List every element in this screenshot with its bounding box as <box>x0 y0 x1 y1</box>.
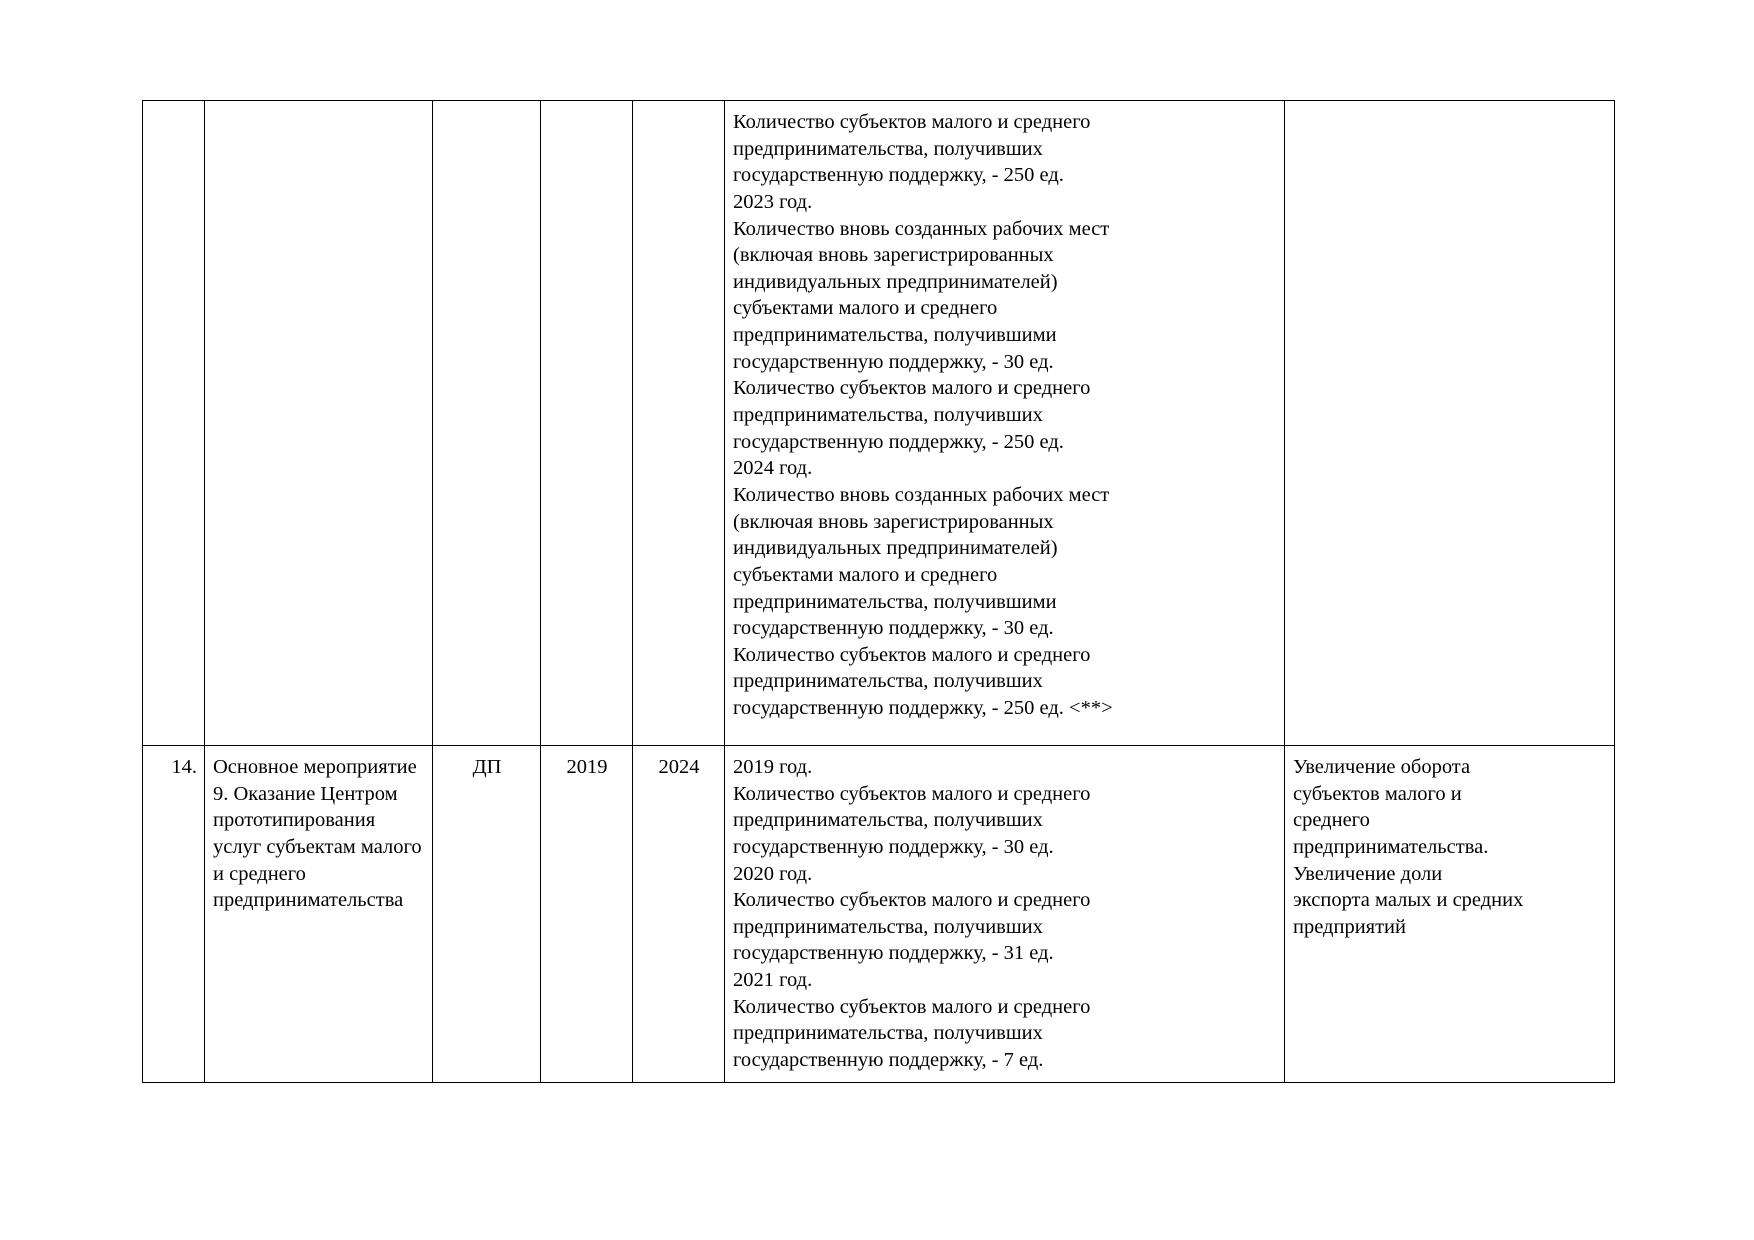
text-line: государственную поддержку, - 250 ед. <**> <box>733 697 1113 720</box>
effect-cell <box>1285 746 1615 1083</box>
start-year-cell <box>541 101 633 746</box>
text-line: Количество вновь созданных рабочих мест <box>733 483 1110 506</box>
text-line: предпринимательства, получившими <box>733 590 1057 613</box>
text-line: Количество субъектов малого и среднего <box>733 111 1091 133</box>
table-row <box>143 101 1615 746</box>
measure-type-cell <box>433 101 541 746</box>
text-line: экспорта малых и средних <box>1293 889 1524 912</box>
text-line: Количество вновь созданных рабочих мест <box>733 217 1110 240</box>
text-line: Количество субъектов малого и среднего <box>733 889 1091 912</box>
text-line: субъектов малого и <box>1293 782 1462 805</box>
text-line: Количество субъектов малого и среднего <box>733 377 1091 400</box>
text-line: (включая вновь зарегистрированных <box>733 510 1054 533</box>
text-line: государственную поддержку, - 7 ед. <box>733 1049 1044 1072</box>
text-line: среднего <box>1293 809 1370 832</box>
text-line: 2019 год. <box>733 756 813 778</box>
text-line: предпринимательства, получивших <box>733 1022 1043 1045</box>
text-line: предпринимательства, получивших <box>733 809 1043 832</box>
text-line: государственную поддержку, - 30 ед. <box>733 350 1054 373</box>
row-number-cell: 14. <box>143 746 205 1083</box>
text-line: государственную поддержку, - 250 ед. <box>733 164 1064 187</box>
measure-name-cell <box>205 101 433 746</box>
text-line: индивидуальных предпринимателей) <box>733 270 1058 293</box>
expected-result-cell <box>725 746 1285 1083</box>
text-line: Количество субъектов малого и среднего <box>733 995 1091 1018</box>
text-line: предпринимательства, получивших <box>733 404 1043 427</box>
text-line: предпринимательства. <box>1293 835 1489 858</box>
text-line: субъектами малого и среднего <box>733 297 998 320</box>
text-line: государственную поддержку, - 250 ед. <box>733 430 1064 453</box>
text-line: предпринимательства, получивших <box>733 915 1043 938</box>
measure-type-cell: ДП <box>433 746 541 1083</box>
row-number-cell <box>143 101 205 746</box>
measure-name-cell: Основное мероприятие 9. Оказание Центром прототипирования услуг субъектам малого и среднего предпринимательства <box>205 746 433 1083</box>
expected-result-cell <box>725 101 1285 746</box>
text-line: Увеличение доли <box>1293 862 1443 885</box>
text-line: предпринимательства, получивших <box>733 670 1043 693</box>
effect-cell <box>1285 101 1615 746</box>
start-year-cell: 2019 <box>541 746 633 1083</box>
text-line: государственную поддержку, - 31 ед. <box>733 942 1054 965</box>
text-line: предпринимательства, получивших <box>733 137 1043 160</box>
table-row <box>143 746 1615 1083</box>
text-line: предпринимательства, получившими <box>733 324 1057 347</box>
end-year-cell: 2024 <box>633 746 725 1083</box>
text-line: 2024 год. <box>733 457 813 480</box>
text-line: субъектами малого и среднего <box>733 563 998 586</box>
text-line: Увеличение оборота <box>1293 756 1471 778</box>
end-year-cell <box>633 101 725 746</box>
text-line: 2023 год. <box>733 190 813 213</box>
text-line: Количество субъектов малого и среднего <box>733 782 1091 805</box>
text-line: 2020 год. <box>733 862 813 885</box>
text-line: 2021 год. <box>733 969 813 992</box>
text-line: государственную поддержку, - 30 ед. <box>733 835 1054 858</box>
text-line: предприятий <box>1293 915 1407 938</box>
text-line: государственную поддержку, - 30 ед. <box>733 617 1054 640</box>
program-measures-table <box>142 100 1615 1083</box>
text-line: Количество субъектов малого и среднего <box>733 643 1091 666</box>
text-line: (включая вновь зарегистрированных <box>733 244 1054 267</box>
text-line: индивидуальных предпринимателей) <box>733 537 1058 560</box>
